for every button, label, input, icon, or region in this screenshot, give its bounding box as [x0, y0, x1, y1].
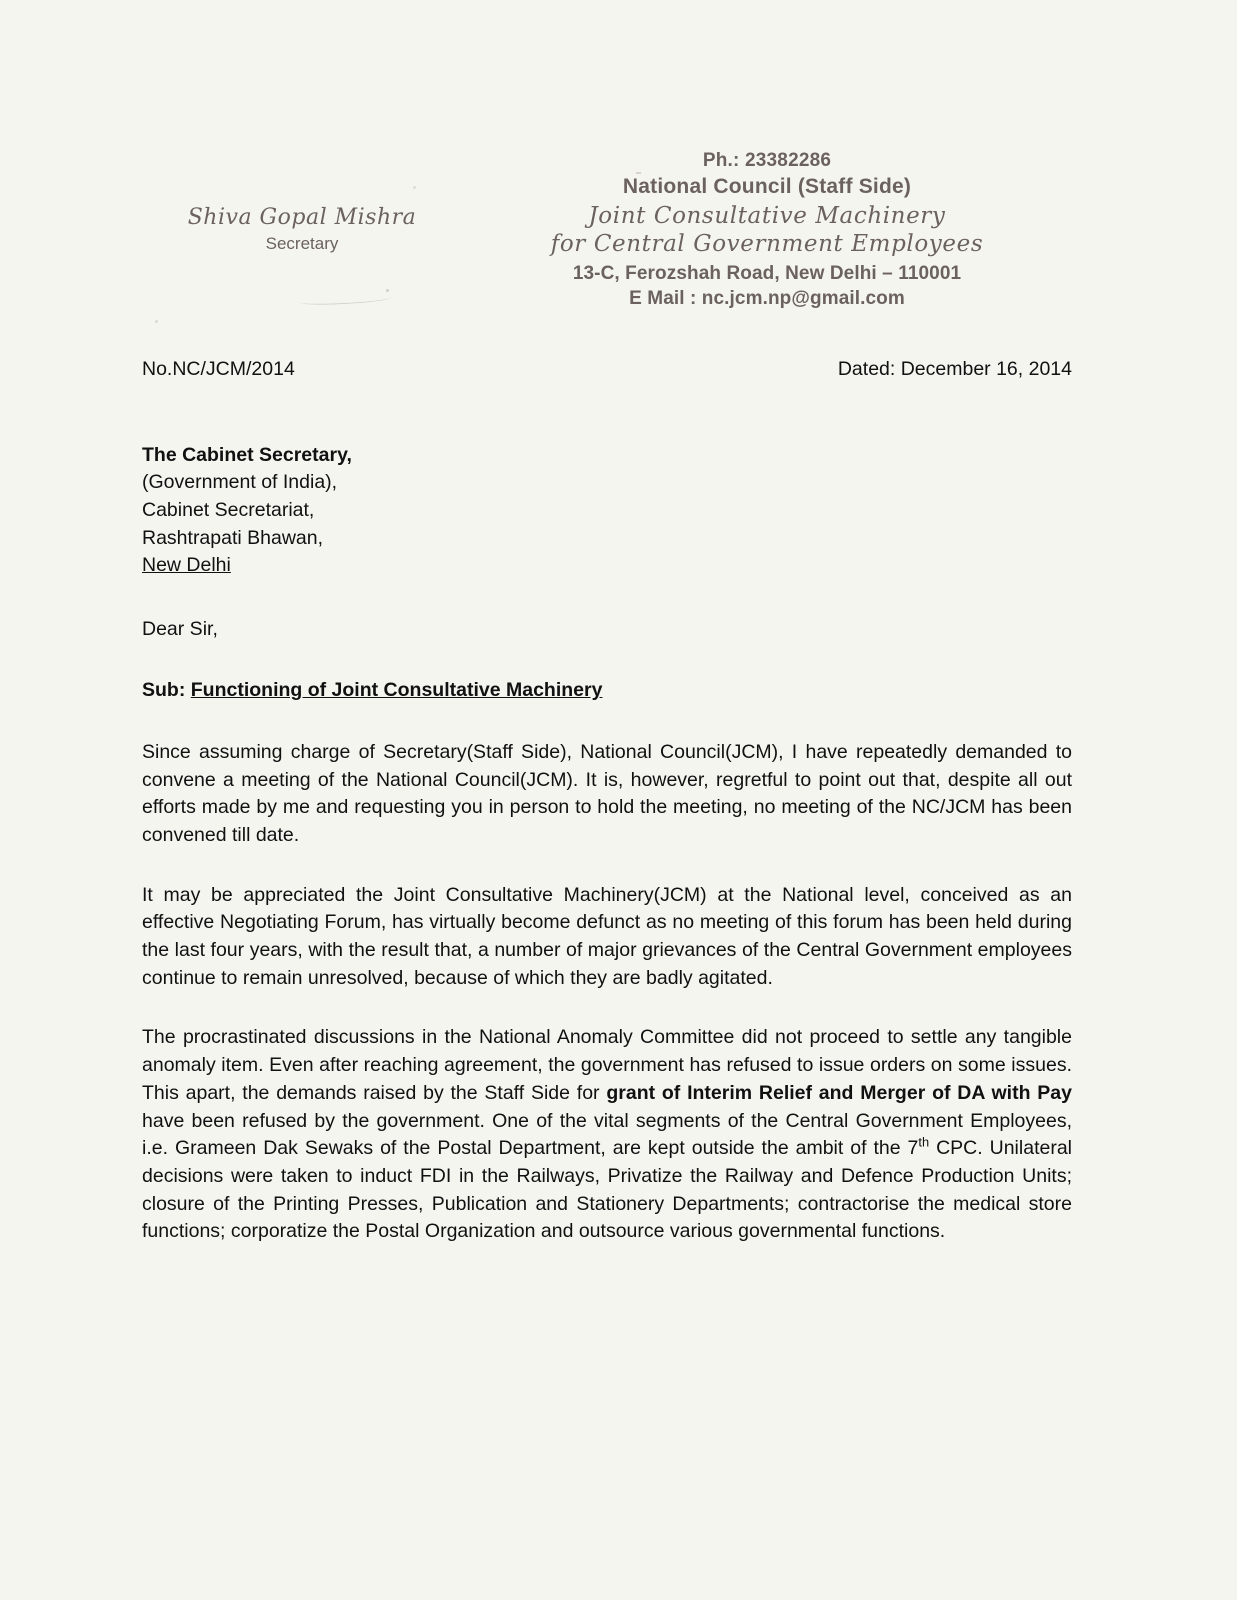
salutation: Dear Sir, [142, 617, 218, 640]
scan-artifact-speck [386, 289, 389, 292]
paragraph-3-part-1: The procrastinated discussions in the National Anomaly Committee did not proceed to settle any tangible anomaly item. Even after reaching agreement, the government has refused to issue orders on some issues. This apart, the demands raised by the Staff Side for [142, 1026, 1072, 1104]
paragraph-3-emphasis: grant of Interim Relief and Merger of DA with Pay [606, 1081, 1072, 1104]
reference-line [142, 360, 1072, 380]
letterhead [0, 150, 1237, 340]
subject-text: Functioning of Joint Consultative Machinery [190, 679, 603, 702]
council-name: National Council (Staff Side) [622, 175, 912, 198]
postal-address: 13-C, Ferozshah Road, New Delhi – 110001 [572, 263, 962, 284]
scan-artifact-speck [636, 172, 641, 174]
phone-number: Ph.: 23382286 [702, 150, 832, 171]
addressee-block [142, 442, 1072, 580]
paragraph-3-part-2: have been refused by the government. One of the vital segments of the Central Government Employees, i.e. Grameen Dak Sewaks of the Postal Department, are kept outside the ambit of the 7 [142, 1109, 1072, 1160]
paragraph-1: Since assuming charge of Secretary(Staff Side), National Council(JCM), I have repeatedly demanded to convene a meeting of the National Council(JCM). It is, however, regretful to point out that, despite all out efforts made by me and requesting you in person to hold the meeting, no meeting of the NC/JCM has been convened till date. [142, 740, 1072, 846]
signatory-name: Shiva Gopal Mishra [187, 205, 417, 230]
letter-date: Dated: December 16, 2014 [837, 358, 1072, 380]
paragraph-3 [142, 1024, 1072, 1246]
addressee-city [142, 552, 1072, 580]
signatory-role: Secretary [265, 234, 339, 253]
scan-artifact-speck [155, 320, 158, 323]
organization-block [447, 150, 1087, 310]
addressee-line-4: Rashtrapati Bhawan, [142, 526, 324, 549]
addressee-line-1: The Cabinet Secretary, [142, 443, 352, 466]
signatory-block [152, 205, 452, 254]
scan-artifact-speck [413, 186, 416, 189]
ordinal-superscript: th [918, 1134, 930, 1150]
subject-line [142, 681, 1072, 701]
subject-label: Sub: [142, 679, 186, 702]
paragraph-2: It may be appreciated the Joint Consultative Machinery(JCM) at the National level, conceived as an effective Negotiating Forum, has virtually become defunct as no meeting of this forum has been held during the last four years, with the result that, a number of major grievances of the Central Government employees continue to remain unresolved, because of which they are badly agitated. [142, 883, 1072, 989]
addressee-line-3: Cabinet Secretariat, [142, 498, 315, 521]
email-address: E Mail : nc.jcm.np@gmail.com [629, 288, 905, 309]
organization-script-line-1: Joint Consultative Machinery [588, 203, 946, 229]
letter-body [142, 360, 1072, 1246]
addressee-city-label: New Delhi [142, 554, 231, 577]
reference-number: No.NC/JCM/2014 [142, 358, 295, 380]
addressee-line-2: (Government of India), [142, 471, 338, 494]
organization-script-line-2: for Central Government Employees [550, 231, 984, 257]
paragraph-3-part-3: CPC. Unilateral decisions were taken to induct FDI in the Railways, Privatize the Railway and Defence Production Units; closure of the Printing Presses, Publication and Stationery Departments; contractorise the medical store functions; corporatize the Postal Organization and outsource various governmental functions. [142, 1137, 1072, 1243]
